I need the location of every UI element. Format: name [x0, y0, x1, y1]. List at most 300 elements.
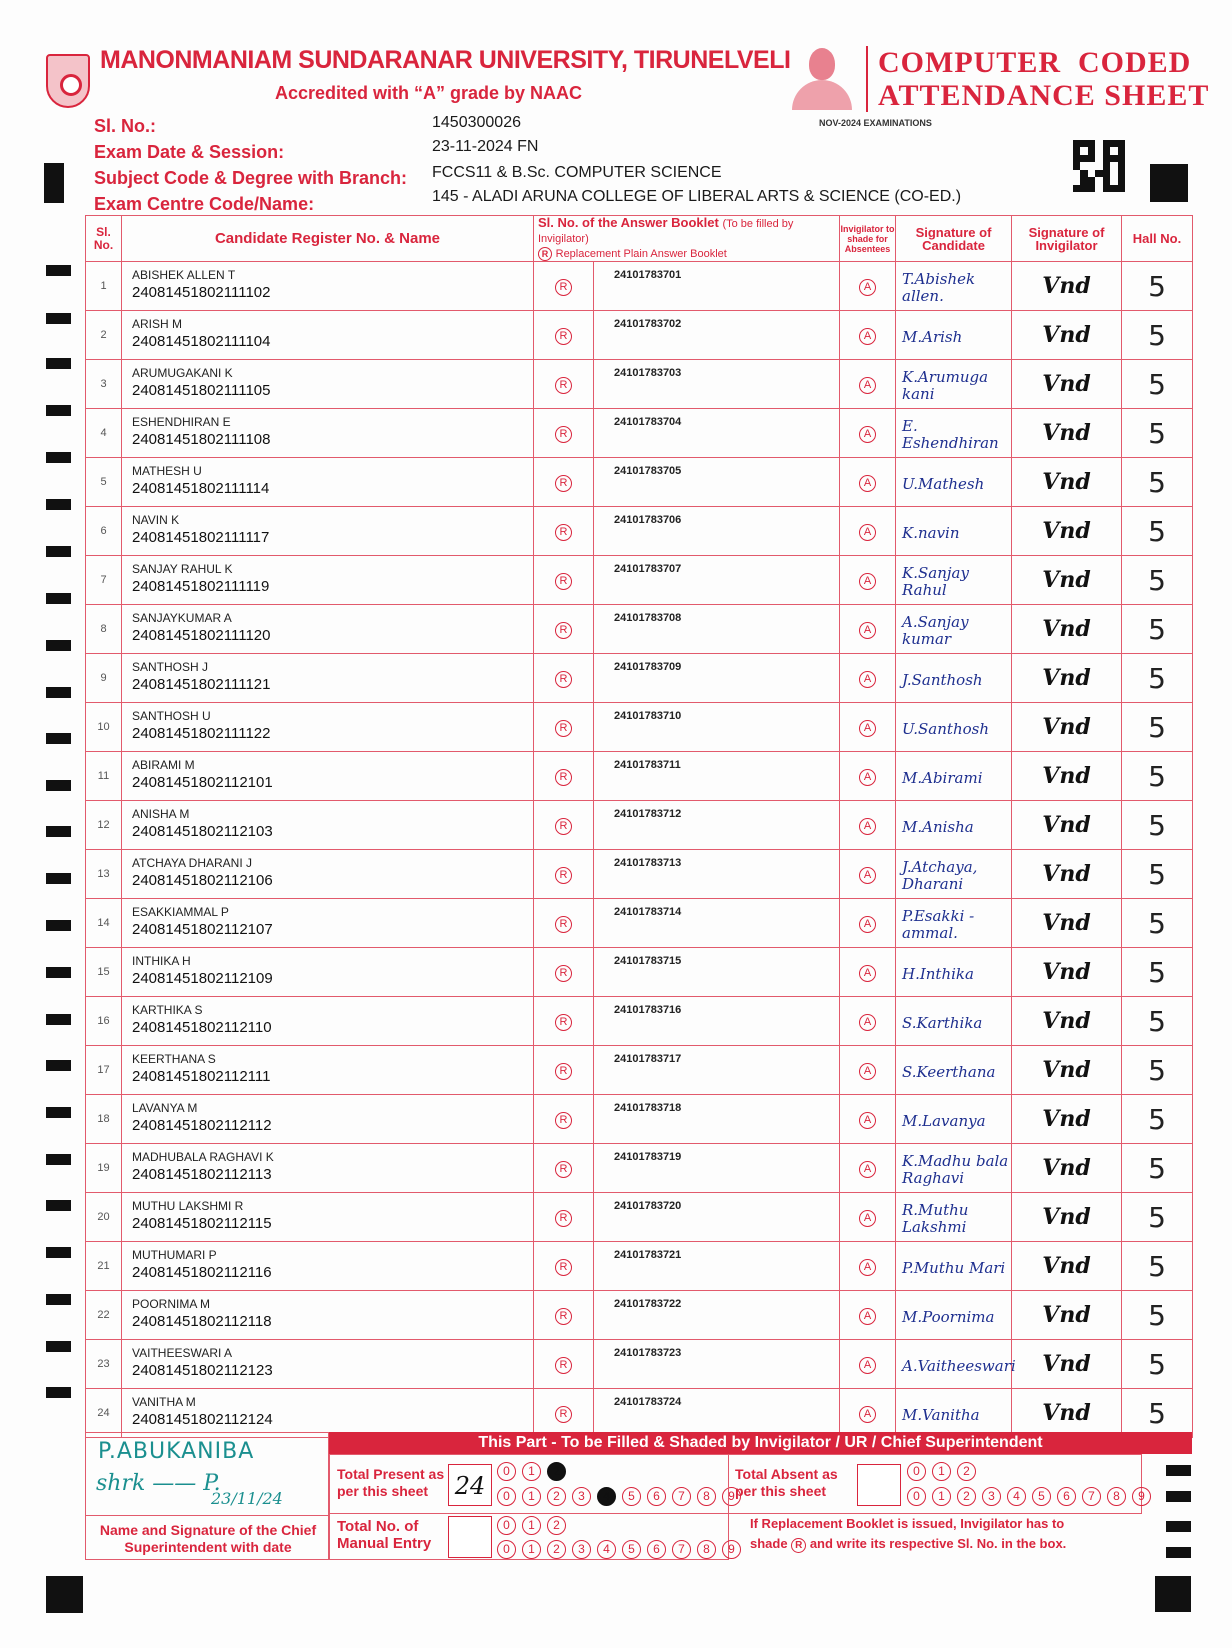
candidate-name: ABIRAMI M: [132, 758, 195, 772]
candidate-name: POORNIMA M: [132, 1297, 211, 1311]
replacement-bubble[interactable]: R: [555, 328, 572, 345]
timing-mark-left: [46, 593, 71, 604]
digit-bubble[interactable]: 7: [672, 1487, 691, 1506]
table-row: [86, 1340, 1193, 1389]
digit-bubble[interactable]: 9: [722, 1487, 741, 1506]
booklet-number[interactable]: 24101783703: [594, 360, 840, 409]
candidate-cell: [122, 703, 534, 752]
invigilator-signature[interactable]: Vnd: [1012, 703, 1122, 752]
header-candidate: Candidate Register No. & Name: [122, 216, 534, 262]
timing-mark-left: [46, 826, 71, 837]
digit-bubble[interactable]: 1: [522, 1462, 541, 1481]
digit-bubble[interactable]: 2: [957, 1462, 976, 1481]
digit-bubble[interactable]: 1: [522, 1540, 541, 1559]
row-sl-no: 14: [86, 899, 122, 948]
invigilator-signature[interactable]: Vnd: [1012, 1340, 1122, 1389]
replacement-bubble[interactable]: R: [555, 1308, 572, 1325]
digit-bubble[interactable]: 9: [722, 1540, 741, 1559]
invigilator-signature[interactable]: Vnd: [1012, 1193, 1122, 1242]
absent-bubble[interactable]: A: [859, 426, 876, 443]
booklet-number[interactable]: 24101783722: [594, 1291, 840, 1340]
replacement-bubble[interactable]: R: [555, 573, 572, 590]
absent-bubble-cell: [840, 1046, 896, 1095]
absent-bubble-cell: [840, 605, 896, 654]
digit-bubble[interactable]: 1: [932, 1462, 951, 1481]
timing-mark-left: [46, 452, 71, 463]
digit-bubble[interactable]: 8: [697, 1540, 716, 1559]
candidate-cell: [122, 507, 534, 556]
replacement-bubble[interactable]: R: [555, 1014, 572, 1031]
exam-date-label: Exam Date & Session:: [94, 142, 285, 162]
timing-mark-left: [46, 313, 71, 324]
candidate-cell: [122, 899, 534, 948]
hall-number[interactable]: 5: [1122, 507, 1193, 556]
replacement-bubble[interactable]: R: [555, 1406, 572, 1423]
row-sl-no: 21: [86, 1242, 122, 1291]
booklet-number[interactable]: 24101783718: [594, 1095, 840, 1144]
absent-bubble-cell: [840, 1291, 896, 1340]
candidate-signature[interactable]: M.Poornima: [896, 1291, 1012, 1340]
candidate-signature[interactable]: K.Arumuga kani: [896, 360, 1012, 409]
registration-mark-top-left: [44, 163, 64, 203]
hall-number[interactable]: 5: [1122, 1389, 1193, 1438]
invigilator-signature[interactable]: Vnd: [1012, 311, 1122, 360]
invigilator-signature[interactable]: Vnd: [1012, 752, 1122, 801]
booklet-number[interactable]: 24101783713: [594, 850, 840, 899]
row-sl-no: 5: [86, 458, 122, 507]
replacement-bubble[interactable]: R: [555, 1259, 572, 1276]
absent-bubble[interactable]: A: [859, 965, 876, 982]
invigilator-signature[interactable]: Vnd: [1012, 507, 1122, 556]
replacement-bubble-cell: [534, 605, 594, 654]
candidate-signature[interactable]: M.Vanitha: [896, 1389, 1012, 1438]
booklet-number[interactable]: 24101783717: [594, 1046, 840, 1095]
candidate-signature[interactable]: P.Esakki -ammal.: [896, 899, 1012, 948]
booklet-number[interactable]: 24101783707: [594, 556, 840, 605]
row-sl-no: 4: [86, 409, 122, 458]
row-sl-no: 23: [86, 1340, 122, 1389]
replacement-bubble[interactable]: R: [555, 1063, 572, 1080]
table-row: [86, 654, 1193, 703]
replacement-bubble-cell: [534, 703, 594, 752]
absent-bubble-cell: [840, 311, 896, 360]
hall-number[interactable]: 5: [1122, 1144, 1193, 1193]
replacement-bubble[interactable]: R: [555, 818, 572, 835]
hall-number[interactable]: 5: [1122, 654, 1193, 703]
absent-bubble-cell: [840, 899, 896, 948]
registration-mark-top-right: [1150, 164, 1188, 202]
candidate-name: SANTHOSH J: [132, 660, 209, 674]
candidate-cell: [122, 1193, 534, 1242]
row-sl-no: 18: [86, 1095, 122, 1144]
replacement-bubble[interactable]: R: [555, 475, 572, 492]
replacement-bubble[interactable]: R: [555, 769, 572, 786]
booklet-number[interactable]: 24101783708: [594, 605, 840, 654]
timing-mark-left: [46, 405, 71, 416]
absent-bubble-cell: [840, 458, 896, 507]
hall-number[interactable]: 5: [1122, 899, 1193, 948]
table-row: [86, 311, 1193, 360]
header-candidate-signature: Signature of Candidate: [896, 216, 1012, 262]
hall-number[interactable]: 5: [1122, 360, 1193, 409]
total-present-label: Total Present as per this sheet: [337, 1466, 445, 1499]
timing-mark-left: [46, 1294, 71, 1305]
replacement-bubble[interactable]: R: [555, 426, 572, 443]
absent-bubble[interactable]: A: [859, 328, 876, 345]
candidate-name: VAITHEESWARI A: [132, 1346, 233, 1360]
candidate-cell: [122, 360, 534, 409]
timing-mark-left: [46, 640, 71, 651]
absent-bubble-cell: [840, 801, 896, 850]
candidate-signature[interactable]: M.Anisha: [896, 801, 1012, 850]
replacement-bubble-cell: [534, 409, 594, 458]
replacement-bubble[interactable]: R: [555, 916, 572, 933]
invigilator-signature[interactable]: Vnd: [1012, 360, 1122, 409]
timing-mark-left: [46, 873, 71, 884]
register-number: 24081451802111117: [132, 529, 270, 546]
candidate-cell: [122, 1095, 534, 1144]
candidate-name: SANTHOSH U: [132, 709, 211, 723]
hall-number[interactable]: 5: [1122, 1291, 1193, 1340]
university-logo: [46, 54, 90, 108]
register-number: 24081451802112106: [132, 872, 273, 889]
absent-bubble-cell: [840, 556, 896, 605]
candidate-name: VANITHA M: [132, 1395, 196, 1409]
replacement-bubble[interactable]: R: [555, 1112, 572, 1129]
invigilator-signature[interactable]: Vnd: [1012, 262, 1122, 311]
candidate-signature[interactable]: M.Lavanya: [896, 1095, 1012, 1144]
hall-number[interactable]: 5: [1122, 801, 1193, 850]
booklet-number[interactable]: 24101783719: [594, 1144, 840, 1193]
total-present-units-bubbles: [497, 1487, 741, 1506]
hall-number[interactable]: 5: [1122, 1193, 1193, 1242]
absent-bubble-cell: [840, 409, 896, 458]
candidate-signature[interactable]: M.Abirami: [896, 752, 1012, 801]
accreditation: Accredited with “A” grade by NAAC: [275, 83, 583, 103]
hall-number[interactable]: 5: [1122, 948, 1193, 997]
absent-bubble[interactable]: A: [859, 524, 876, 541]
candidate-signature[interactable]: T.Abishek allen.: [896, 262, 1012, 311]
founder-portrait: [792, 46, 852, 110]
absent-bubble[interactable]: A: [859, 1063, 876, 1080]
candidate-signature[interactable]: P.Muthu Mari: [896, 1242, 1012, 1291]
booklet-number[interactable]: 24101783705: [594, 458, 840, 507]
digit-bubble[interactable]: 6: [647, 1540, 666, 1559]
digit-bubble[interactable]: 0: [497, 1462, 516, 1481]
register-number: 24081451802111105: [132, 382, 271, 399]
candidate-name: MUTHU LAKSHMI R: [132, 1199, 244, 1213]
booklet-number[interactable]: 24101783709: [594, 654, 840, 703]
invigilator-signature[interactable]: Vnd: [1012, 1144, 1122, 1193]
hall-number[interactable]: 5: [1122, 997, 1193, 1046]
invigilator-signature[interactable]: Vnd: [1012, 850, 1122, 899]
row-sl-no: 6: [86, 507, 122, 556]
replacement-bubble-cell: [534, 899, 594, 948]
replacement-bubble[interactable]: R: [555, 1357, 572, 1374]
booklet-number[interactable]: 24101783711: [594, 752, 840, 801]
candidate-signature[interactable]: E. Eshendhiran: [896, 409, 1012, 458]
table-row: [86, 1144, 1193, 1193]
digit-bubble[interactable]: 7: [672, 1540, 691, 1559]
table-row: [86, 507, 1193, 556]
candidate-signature[interactable]: R.Muthu Lakshmi: [896, 1193, 1012, 1242]
candidate-name: MUTHUMARI P: [132, 1248, 217, 1262]
digit-bubble[interactable]: 2: [547, 1540, 566, 1559]
candidate-name: KARTHIKA S: [132, 1003, 203, 1017]
candidate-signature[interactable]: U.Santhosh: [896, 703, 1012, 752]
hall-number[interactable]: 5: [1122, 458, 1193, 507]
absent-bubble[interactable]: A: [859, 1161, 876, 1178]
absent-bubble-cell: [840, 1340, 896, 1389]
absent-bubble[interactable]: A: [859, 622, 876, 639]
absent-bubble[interactable]: A: [859, 818, 876, 835]
digit-bubble[interactable]: 4: [597, 1540, 616, 1559]
candidate-name: ARUMUGAKANI K: [132, 366, 233, 380]
digit-bubble[interactable]: 2: [957, 1487, 976, 1506]
digit-bubble[interactable]: 1: [522, 1487, 541, 1506]
candidate-signature[interactable]: S.Keerthana: [896, 1046, 1012, 1095]
table-row: [86, 605, 1193, 654]
invigilator-signature[interactable]: Vnd: [1012, 1389, 1122, 1438]
candidate-signature[interactable]: U.Mathesh: [896, 458, 1012, 507]
register-number: 24081451802112124: [132, 1411, 273, 1428]
absent-bubble[interactable]: A: [859, 475, 876, 492]
candidate-cell: [122, 458, 534, 507]
absent-bubble[interactable]: A: [859, 769, 876, 786]
digit-bubble[interactable]: 5: [1032, 1487, 1051, 1506]
timing-mark-left: [46, 1247, 71, 1258]
absent-bubble[interactable]: A: [859, 377, 876, 394]
replacement-bubble[interactable]: R: [555, 671, 572, 688]
replacement-bubble[interactable]: R: [555, 965, 572, 982]
candidate-signature[interactable]: K.Sanjay Rahul: [896, 556, 1012, 605]
timing-mark-left: [46, 920, 71, 931]
candidate-name: MATHESH U: [132, 464, 202, 478]
table-row: [86, 262, 1193, 311]
register-number: 24081451802112107: [132, 921, 273, 938]
replacement-bubble[interactable]: R: [555, 1161, 572, 1178]
hall-number[interactable]: 5: [1122, 1095, 1193, 1144]
absent-bubble[interactable]: A: [859, 916, 876, 933]
replacement-bubble[interactable]: R: [555, 377, 572, 394]
replacement-bubble-cell: [534, 311, 594, 360]
total-present-field[interactable]: 24: [448, 1464, 492, 1506]
candidate-signature[interactable]: A.Sanjay kumar: [896, 605, 1012, 654]
digit-bubble[interactable]: 2: [547, 1462, 566, 1481]
invigilator-signature[interactable]: Vnd: [1012, 458, 1122, 507]
digit-bubble[interactable]: 0: [497, 1487, 516, 1506]
hall-number[interactable]: 5: [1122, 605, 1193, 654]
digit-bubble[interactable]: 6: [647, 1487, 666, 1506]
sheet-title: COMPUTER CODED ATTENDANCE SHEET: [878, 46, 1210, 112]
table-row: [86, 899, 1193, 948]
chief-superintendent-name: P.ABUKANIBA: [98, 1439, 255, 1464]
candidate-cell: [122, 1291, 534, 1340]
header-invigilator-signature: Signature of Invigilator: [1012, 216, 1122, 262]
candidate-signature[interactable]: J.Santhosh: [896, 654, 1012, 703]
digit-bubble[interactable]: 2: [547, 1487, 566, 1506]
hall-number[interactable]: 5: [1122, 1340, 1193, 1389]
digit-bubble[interactable]: 3: [572, 1487, 591, 1506]
register-number: 24081451802111104: [132, 333, 271, 350]
hall-number[interactable]: 5: [1122, 1046, 1193, 1095]
total-present-tens-bubbles: [497, 1462, 566, 1481]
digit-bubble[interactable]: 8: [697, 1487, 716, 1506]
timing-mark-left: [46, 499, 71, 510]
replacement-bubble-cell: [534, 360, 594, 409]
register-number: 24081451802111114: [132, 480, 270, 497]
replacement-symbol-icon: R: [791, 1538, 806, 1553]
booklet-number[interactable]: 24101783723: [594, 1340, 840, 1389]
invigilator-signature[interactable]: Vnd: [1012, 1046, 1122, 1095]
invigilator-signature[interactable]: Vnd: [1012, 1095, 1122, 1144]
candidate-name: ESAKKIAMMAL P: [132, 905, 229, 919]
row-sl-no: 12: [86, 801, 122, 850]
table-row: [86, 997, 1193, 1046]
replacement-bubble[interactable]: R: [555, 279, 572, 296]
invigilator-signature[interactable]: Vnd: [1012, 654, 1122, 703]
candidate-signature[interactable]: K.navin: [896, 507, 1012, 556]
candidate-signature[interactable]: K.Madhu bala Raghavi: [896, 1144, 1012, 1193]
digit-bubble[interactable]: 6: [1057, 1487, 1076, 1506]
digit-bubble[interactable]: 0: [497, 1516, 516, 1535]
booklet-number[interactable]: 24101783716: [594, 997, 840, 1046]
booklet-number[interactable]: 24101783706: [594, 507, 840, 556]
manual-entry-label: Total No. of Manual Entry: [337, 1518, 432, 1552]
absent-bubble-cell: [840, 948, 896, 997]
digit-bubble[interactable]: 0: [907, 1487, 926, 1506]
absent-bubble[interactable]: A: [859, 720, 876, 737]
replacement-bubble[interactable]: R: [555, 524, 572, 541]
absent-bubble[interactable]: A: [859, 1210, 876, 1227]
digit-bubble[interactable]: 3: [982, 1487, 1001, 1506]
timing-mark-left: [46, 1014, 71, 1025]
hall-number[interactable]: 5: [1122, 1242, 1193, 1291]
booklet-number[interactable]: 24101783710: [594, 703, 840, 752]
hall-number[interactable]: 5: [1122, 703, 1193, 752]
candidate-signature[interactable]: J.Atchaya, Dharani: [896, 850, 1012, 899]
replacement-bubble[interactable]: R: [555, 720, 572, 737]
booklet-number[interactable]: 24101783702: [594, 311, 840, 360]
absent-bubble-cell: [840, 507, 896, 556]
hall-number[interactable]: 5: [1122, 752, 1193, 801]
booklet-number[interactable]: 24101783715: [594, 948, 840, 997]
header-absentees: Invigilator to shade for Absentees: [840, 216, 896, 262]
total-absent-field[interactable]: [857, 1464, 901, 1506]
digit-bubble[interactable]: 7: [1082, 1487, 1101, 1506]
hall-number[interactable]: 5: [1122, 850, 1193, 899]
booklet-number[interactable]: 24101783701: [594, 262, 840, 311]
absent-bubble[interactable]: A: [859, 1259, 876, 1276]
digit-bubble[interactable]: 4: [597, 1487, 616, 1506]
manual-entry-field[interactable]: [448, 1516, 492, 1558]
table-row: [86, 458, 1193, 507]
digit-bubble[interactable]: 3: [572, 1540, 591, 1559]
invigilator-signature[interactable]: Vnd: [1012, 1291, 1122, 1340]
table-row: [86, 1046, 1193, 1095]
invigilator-signature[interactable]: Vnd: [1012, 605, 1122, 654]
candidate-name: ABISHEK ALLEN T: [132, 268, 236, 282]
replacement-note: If Replacement Booklet is issued, Invigilator has to shade R and write its respective Sl. No. in the box.: [750, 1516, 1067, 1551]
register-number: 24081451802111121: [132, 676, 271, 693]
booklet-number[interactable]: 24101783724: [594, 1389, 840, 1438]
invigilator-signature[interactable]: Vnd: [1012, 1242, 1122, 1291]
digit-bubble[interactable]: 0: [497, 1540, 516, 1559]
digit-bubble[interactable]: 9: [1132, 1487, 1151, 1506]
candidate-signature[interactable]: A.Vaitheeswari: [896, 1340, 1012, 1389]
booklet-number[interactable]: 24101783704: [594, 409, 840, 458]
absent-bubble-cell: [840, 752, 896, 801]
candidate-name: LAVANYA M: [132, 1101, 198, 1115]
absent-bubble[interactable]: A: [859, 1112, 876, 1129]
exam-session-label: NOV-2024 EXAMINATIONS: [819, 118, 932, 128]
booklet-number[interactable]: 24101783714: [594, 899, 840, 948]
digit-bubble[interactable]: 0: [907, 1462, 926, 1481]
replacement-bubble-cell: [534, 556, 594, 605]
total-absent-tens-bubbles: [907, 1462, 976, 1481]
invigilator-signature[interactable]: Vnd: [1012, 899, 1122, 948]
invigilator-signature[interactable]: Vnd: [1012, 409, 1122, 458]
invigilator-signature[interactable]: Vnd: [1012, 997, 1122, 1046]
register-number: 24081451802112113: [132, 1166, 272, 1183]
absent-bubble[interactable]: A: [859, 1308, 876, 1325]
hall-number[interactable]: 5: [1122, 262, 1193, 311]
invigilator-signature[interactable]: Vnd: [1012, 948, 1122, 997]
replacement-bubble[interactable]: R: [555, 622, 572, 639]
row-sl-no: 22: [86, 1291, 122, 1340]
replacement-bubble-cell: [534, 752, 594, 801]
timing-mark-left: [46, 1200, 71, 1211]
table-row: [86, 850, 1193, 899]
absent-bubble[interactable]: A: [859, 1406, 876, 1423]
candidate-cell: [122, 262, 534, 311]
digit-bubble[interactable]: 8: [1107, 1487, 1126, 1506]
digit-bubble[interactable]: 1: [522, 1516, 541, 1535]
booklet-number[interactable]: 24101783721: [594, 1242, 840, 1291]
hall-number[interactable]: 5: [1122, 409, 1193, 458]
absent-bubble[interactable]: A: [859, 1014, 876, 1031]
invigilator-signature[interactable]: Vnd: [1012, 801, 1122, 850]
digit-bubble[interactable]: 5: [622, 1540, 641, 1559]
invigilator-signature[interactable]: Vnd: [1012, 556, 1122, 605]
absent-bubble[interactable]: A: [859, 671, 876, 688]
total-absent-label: Total Absent as per this sheet: [735, 1466, 838, 1499]
replacement-bubble[interactable]: R: [555, 1210, 572, 1227]
absent-bubble[interactable]: A: [859, 573, 876, 590]
absent-bubble[interactable]: A: [859, 279, 876, 296]
digit-bubble[interactable]: 4: [1007, 1487, 1026, 1506]
absent-bubble[interactable]: A: [859, 1357, 876, 1374]
absent-bubble[interactable]: A: [859, 867, 876, 884]
digit-bubble[interactable]: 2: [547, 1516, 566, 1535]
candidate-signature[interactable]: M.Arish: [896, 311, 1012, 360]
table-row: [86, 1291, 1193, 1340]
table-row: [86, 948, 1193, 997]
replacement-bubble[interactable]: R: [555, 867, 572, 884]
booklet-number[interactable]: 24101783712: [594, 801, 840, 850]
digit-bubble[interactable]: 1: [932, 1487, 951, 1506]
booklet-number[interactable]: 24101783720: [594, 1193, 840, 1242]
candidate-signature[interactable]: H.Inthika: [896, 948, 1012, 997]
hall-number[interactable]: 5: [1122, 311, 1193, 360]
hall-number[interactable]: 5: [1122, 556, 1193, 605]
register-number: 24081451802112118: [132, 1313, 272, 1330]
digit-bubble[interactable]: 5: [622, 1487, 641, 1506]
candidate-cell: [122, 752, 534, 801]
candidate-signature[interactable]: S.Karthika: [896, 997, 1012, 1046]
registration-mark-bottom-right: [1155, 1576, 1191, 1612]
replacement-bubble-cell: [534, 948, 594, 997]
